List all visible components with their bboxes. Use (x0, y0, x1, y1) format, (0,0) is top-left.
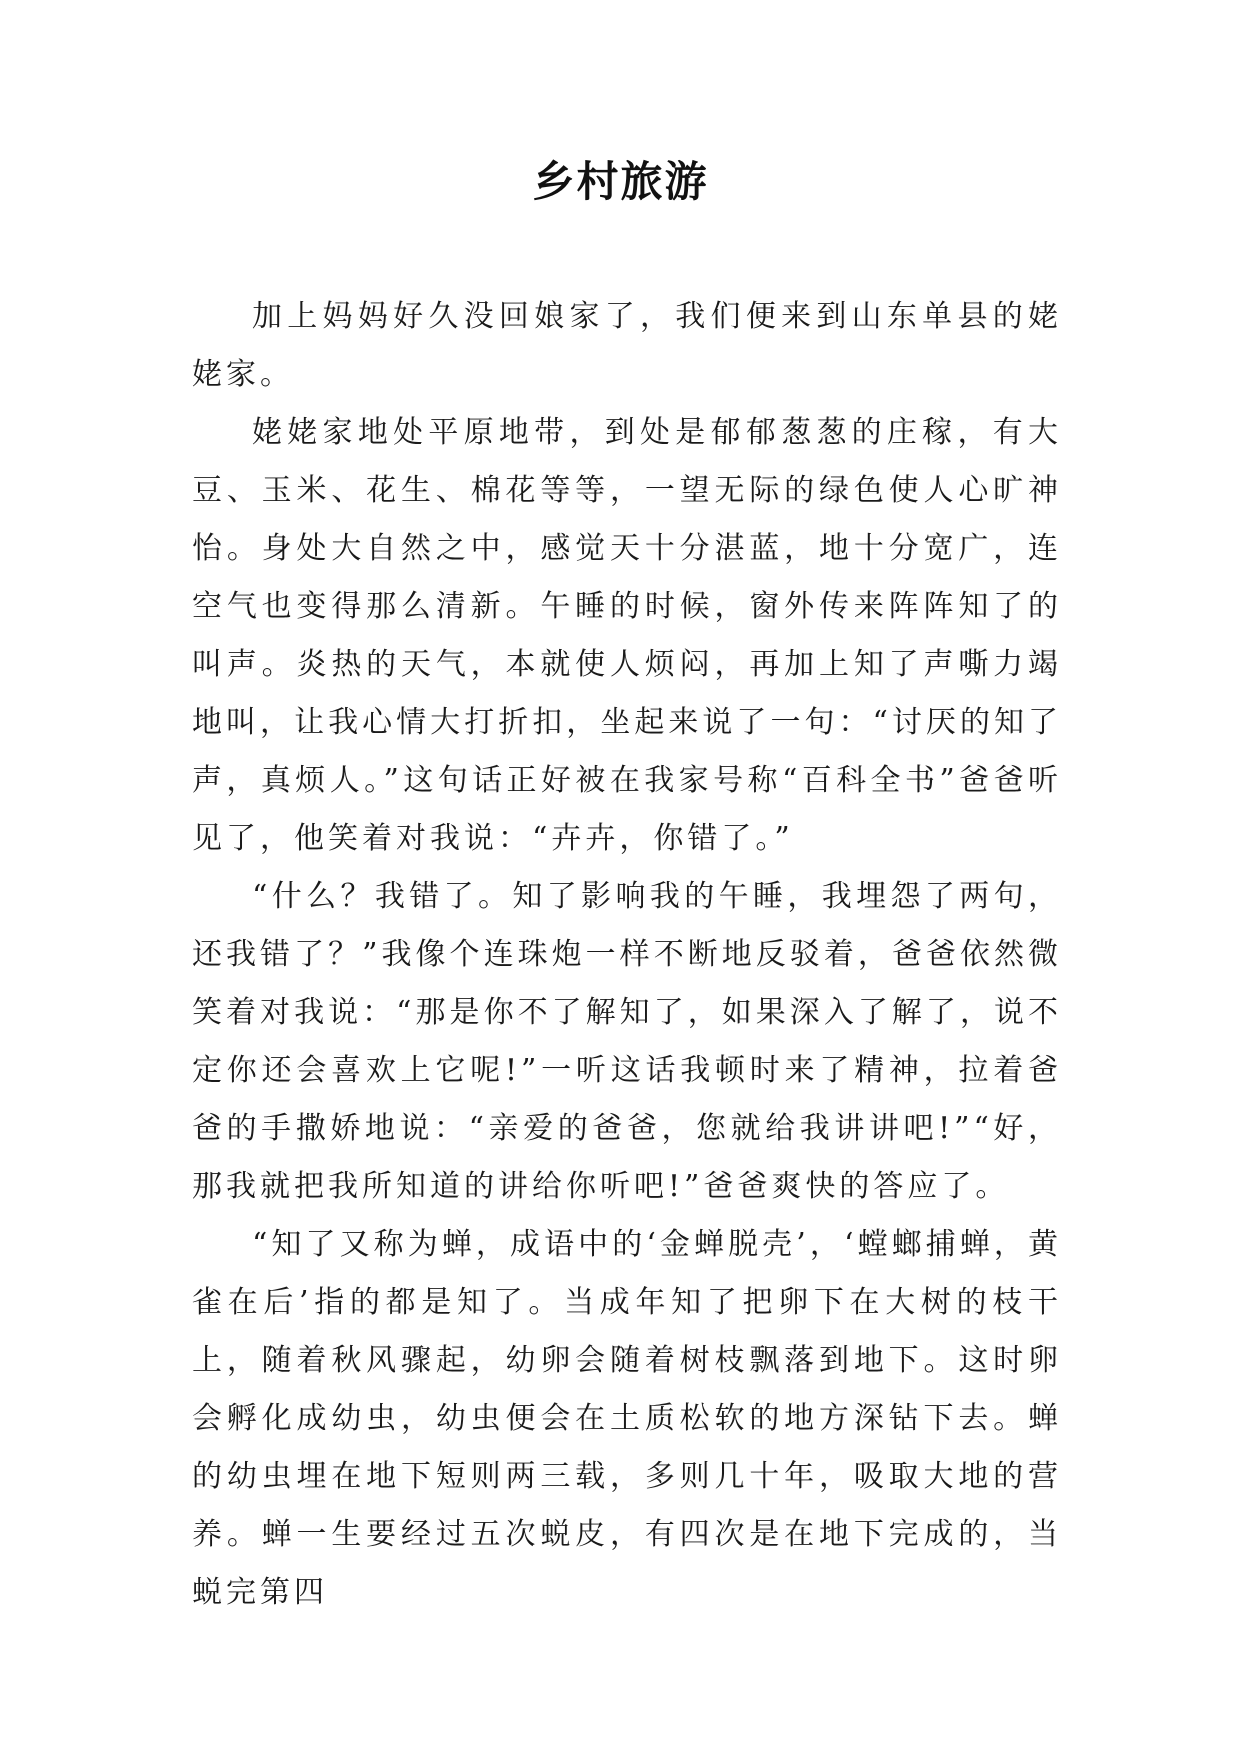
paragraph-3: “什么？我错了。知了影响我的午睡，我埋怨了两句，还我错了？”我像个连珠炮一样不断地反驳着，爸爸依然微笑着对我说：“那是你不了解知了，如果深入了解了，说不定你还会喜欢上它呢!”一听这话我顿时来了精神，拉着爸爸的手撒娇地说：“亲爱的爸爸，您就给我讲讲吧!”“好，那我就把我所知道的讲给你听吧!”爸爸爽快的答应了。 (192, 879, 1062, 1204)
paragraph-4: “知了又称为蝉，成语中的‘金蝉脱壳’，‘螳螂捕蝉，黄雀在后’指的都是知了。当成年知了把卵下在大树的枝干上，随着秋风骤起，幼卵会随着树枝飘落到地下。这时卵会孵化成幼虫，幼虫便会在土质松软的地方深钻下去。蝉的幼虫埋在地下短则两三载，多则几十年，吸取大地的营养。蝉一生要经过五次蜕皮，有四次是在地下完成的，当蜕完第四 (192, 1227, 1062, 1610)
paragraph-1: 加上妈妈好久没回娘家了，我们便来到山东单县的姥姥家。 (192, 299, 1062, 392)
document-title: 乡村旅游 (532, 157, 709, 206)
document-body (192, 288, 1062, 1622)
paragraph-2: 姥姥家地处平原地带，到处是郁郁葱葱的庄稼，有大豆、玉米、花生、棉花等等，一望无际的绿色使人心旷神怡。身处大自然之中，感觉天十分湛蓝，地十分宽广，连空气也变得那么清新。午睡的时候，窗外传来阵阵知了的叫声。炎热的天气，本就使人烦闷，再加上知了声嘶力竭地叫，让我心情大打折扣，坐起来说了一句：“讨厌的知了声，真烦人。”这句话正好被在我家号称“百科全书”爸爸听见了，他笑着对我说：“卉卉，你错了。” (192, 415, 1062, 856)
